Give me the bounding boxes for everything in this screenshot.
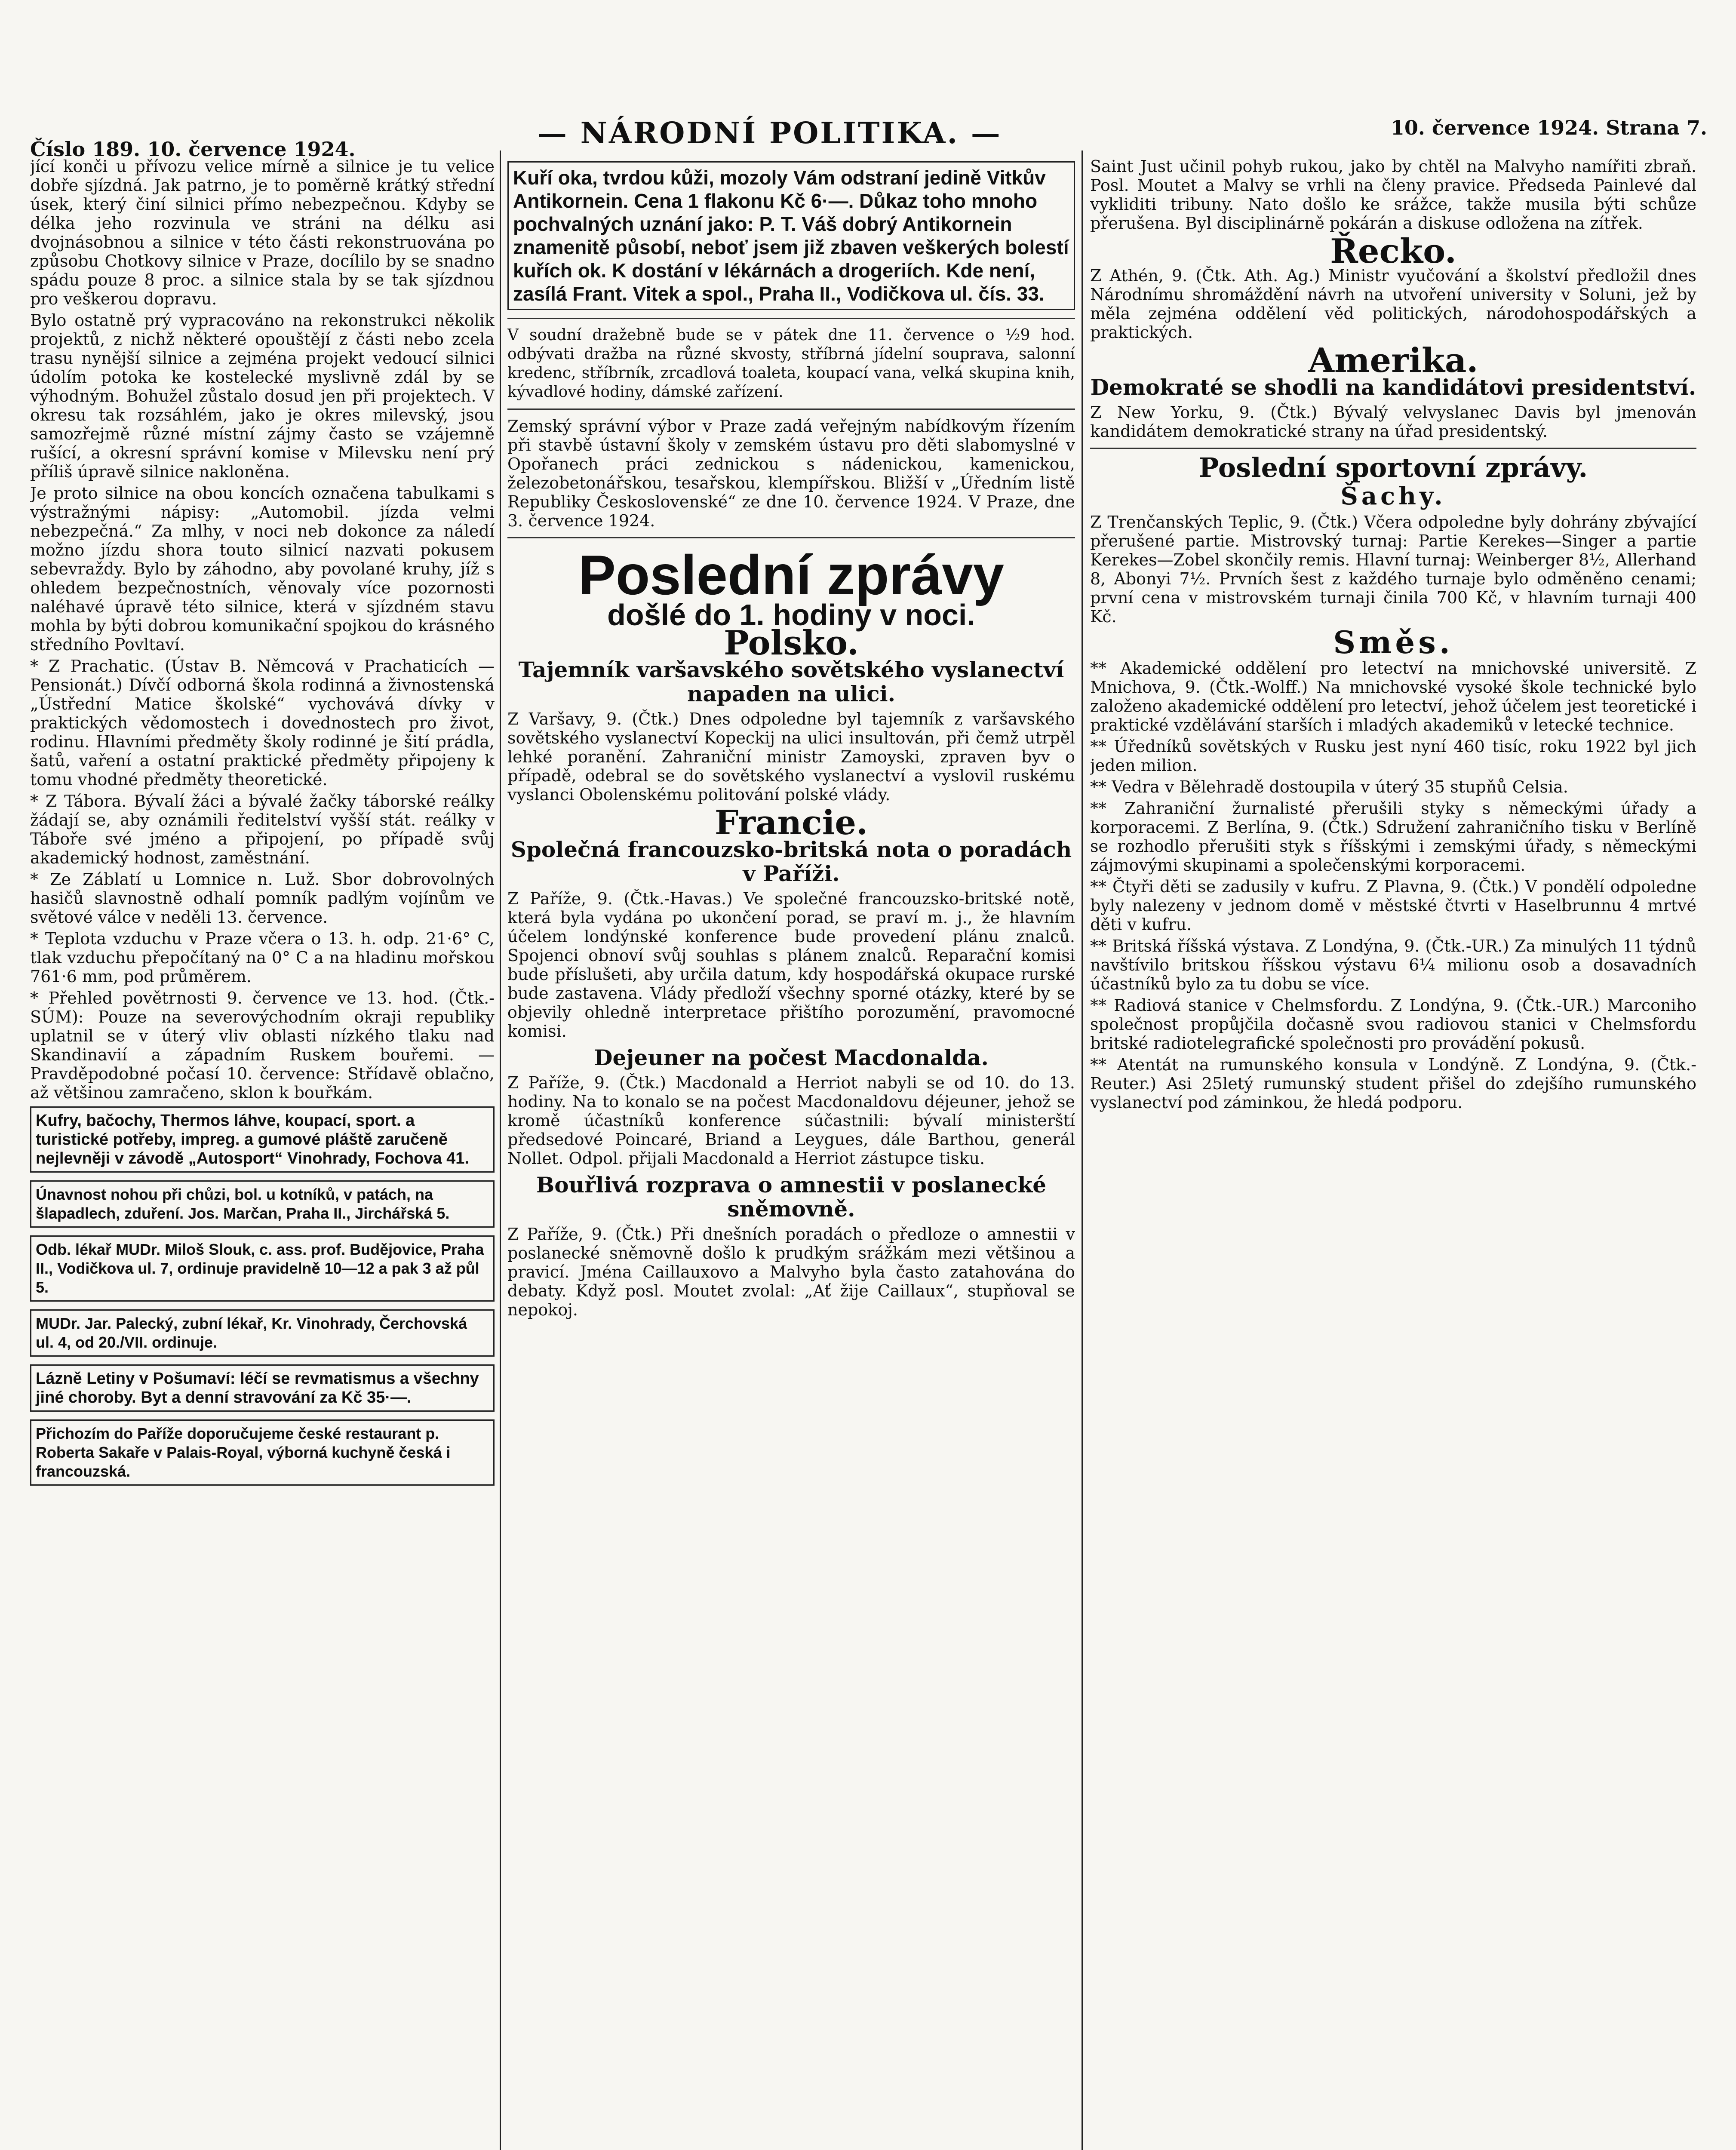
article-headline: Demokraté se shodli na kandidátovi presidentství. bbox=[1090, 375, 1696, 400]
latest-news-subheading: došlé do 1. hodiny v noci. bbox=[607, 598, 975, 632]
article-headline: Dejeuner na počest Macdonalda. bbox=[594, 1045, 989, 1070]
article-paragraph: * Teplota vzduchu v Praze včera o 13. h. odp. 21·6° C, tlak vzduchu přepočítaný na 0° C a na hladinu mořskou 761·6 mm, pod průměrem. bbox=[30, 929, 495, 986]
column-rule bbox=[500, 150, 501, 2150]
column-right bbox=[1090, 157, 1696, 2150]
news-item: ** Radiová stanice v Chelmsfordu. Z Londýna, 9. (Čtk.-UR.) Marconiho společnost propůjčila dočasně svou radiovou stanici v Chelmsfordu britské radiotelegrafické společnosti pro provádění pokusů. bbox=[1090, 996, 1696, 1053]
article-paragraph: Z Varšavy, 9. (Čtk.) Dnes odpoledne byl tajemník z varšavského sovětského vyslanectví Kopeckij na ulici insultován, při čemž utrpěl lehké poranění. Zahraniční ministr Zamoyski, zpraven byv o případě, odebral se do sovětského vyslanectví a vyslovil ruskému vyslanci Obolenskému politování polské vlády. bbox=[507, 710, 1075, 804]
article-paragraph: Z Athén, 9. (Čtk. Ath. Ag.) Ministr vyučování a školství předložil dnes Národnímu shromáždění návrh na utvoření university v Soluni, jež by měla zejména oddělení věd politických, národohospodářských a praktických. bbox=[1090, 266, 1696, 342]
article-paragraph: Saint Just učinil pohyb rukou, jako by chtěl na Malvyho namířiti zbraň. Posl. Moutet a Malvy se vrhli na členy pravice. Předseda Painlevé dal vykliditi tribuny. Nato došlo ke srážce, takže musila býti schůze přerušena. Byl disciplinárně pokárán a diskuse odložena na zítřek. bbox=[1090, 157, 1696, 233]
column-rule bbox=[1082, 150, 1083, 2150]
news-item: ** Úředníků sovětských v Rusku jest nyní 460 tisíc, roku 1922 byl jich jeden milion. bbox=[1090, 737, 1696, 775]
article-paragraph: Je proto silnice na obou koncích označena tabulkami s výstražnými nápisy: „Automobil. jízda velmi nebezpečná.“ Za mlhy, v noci neb dokonce za náledí možno jízdu shora touto silnicí nazvati pokusem sebevraždy. Bylo by záhodno, aby povolané kruhy, jíž s ohledem bezpečnostních, věnovaly více pozornosti naléhavé úpravě této silnice, která v sjízdném stavu mohla by býti dobrou komunikační spojkou do krásného středního Povltaví. bbox=[30, 484, 495, 654]
advertisement: Lázně Letiny v Pošumaví: léčí se revmatismus a všechny jiné choroby. Byt a denní stravování za Kč 35·—. bbox=[30, 1364, 495, 1412]
advertisement: Kufry, bačochy, Thermos láhve, koupací, sport. a turistické potřeby, impreg. a gumové pláště zaručeně nejlevněji v závodě „Autosport“ Vinohrady, Fochova 41. bbox=[30, 1106, 495, 1173]
article-headline: Tajemník varšavského sovětského vyslanectví napaden na ulici. bbox=[518, 657, 1064, 706]
miscellany-heading: Směs. bbox=[1333, 624, 1453, 660]
article-paragraph: Z New Yorku, 9. (Čtk.) Bývalý velvyslanec Davis byl jmenován kandidátem demokratické strany na úřad presidentský. bbox=[1090, 403, 1696, 441]
divider bbox=[1090, 448, 1696, 449]
article-paragraph: * Přehled povětrnosti 9. července ve 13. hod. (Čtk.-SÚM): Pouze na severovýchodním okraji republiky uplatnil se v úterý vliv oblasti nízkého tlaku nad Skandinavií a západním Ruskem bouřemi. — Pravděpodobné počasí 10. července: Střídavě oblačno, až většinou zamračeno, sklon k bouřkám. bbox=[30, 989, 495, 1102]
latest-news-heading: Poslední zprávy bbox=[578, 544, 1004, 606]
article-paragraph: * Z Prachatic. (Ústav B. Němcová v Prachaticích — Pensionát.) Dívčí odborná škola rodinná a živnostenská „Ústřední Matice školské“ vychovává dívky v praktických vědomostech i dovednostech pro život, rodinu. Hlavními předměty školy rodinné je šití prádla, šatů, vaření a ostatní praktické předměty připojeny k tomu vhodné předměty theoretické. bbox=[30, 657, 495, 789]
article-paragraph: Z Trenčanských Teplic, 9. (Čtk.) Včera odpoledne byly dohrány zbývající přerušené partie. Mistrovský turnaj: Partie Kerekes—Singer a partie Kerekes—Zobel skončily remis. Hlavní turnaj: Weinberger 8½, Allerhand 8, Abonyi 7½. Prvních šest z každého turnaje bylo odměněno cenami; první cena v mistrovském turnaji činila 700 Kč, v hlavním turnaji 400 Kč. bbox=[1090, 513, 1696, 626]
issue-number-date: Číslo 189. 10. července 1924. bbox=[30, 138, 356, 161]
news-item: ** Akademické oddělení pro letectví na mnichovské universitě. Z Mnichova, 9. (Čtk.-Wolff.) Na mnichovské vysoké škole technické bylo založeno akademické oddělení pro letectví, jehož účelem jest teoretické i praktické vzdělávání starších i mladých akademiků v letecké technice. bbox=[1090, 659, 1696, 734]
article-paragraph: Bylo ostatně prý vypracováno na rekonstrukci několik projektů, z nichž některé opouštějí z části nebo zcela trasu nynější silnice a zejména projekt vedoucí silnici údolím potoka ke kostelecké myslivně zdál by se výhodným. Bohužel zůstalo dosud jen při projektech. V okresu tak rozsáhlém, jako je okres milevský, jsou samozřejmě různé místní zájmy často se vzájemně rušící, a okresní správní komise v Milevsku není prý příliš úpravě silnice nakloněna. bbox=[30, 311, 495, 481]
news-item: ** Britská říšská výstava. Z Londýna, 9. (Čtk.-UR.) Za minulých 11 týdnů navštívilo britskou říšskou výstavu 6¼ milionu osob a dosavadních účastníků bylo za tu dobu se více. bbox=[1090, 937, 1696, 993]
section-country: Polsko. bbox=[724, 624, 859, 663]
article-headline: Společná francouzsko-britská nota o poradách v Paříži. bbox=[510, 837, 1072, 886]
column-left bbox=[30, 157, 495, 2150]
news-item: ** Vedra v Bělehradě dostoupila v úterý 35 stupňů Celsia. bbox=[1090, 777, 1568, 796]
article-paragraph: Z Paříže, 9. (Čtk.) Při dnešních poradách o předloze o amnestii v poslanecké sněmovně došlo k prudkým srážkám mezi většinou a pravicí. Jména Caillauxovo a Malvyho byla často zatahována do debaty. Když posl. Moutet zvolal: „Ať žije Caillaux“, stupňoval se nepokoj. bbox=[507, 1225, 1075, 1319]
news-item: ** Atentát na rumunského konsula v Londýně. Z Londýna, 9. (Čtk.-Reuter.) Asi 25letý rumunský student přišel do zdejšího rumunského vyslanectví pod záminkou, že hledá podporu. bbox=[1090, 1055, 1696, 1112]
divider bbox=[507, 318, 1075, 319]
divider bbox=[507, 408, 1075, 410]
article-headline: Bouřlivá rozprava o amnestii v poslanecké sněmovně. bbox=[536, 1172, 1047, 1222]
news-item: ** Zahraniční žurnalisté přerušili styky s německými úřady a korporacemi. Z Berlína, 9. (Čtk.) Sdružení zahraničního tisku v Berlíně se rozhodlo přerušiti styk s říšskými i zemskými úřady, s německými zájmovými skupinami a společenskými korporacemi. bbox=[1090, 799, 1696, 875]
advertisement: MUDr. Jar. Palecký, zubní lékař, Kr. Vinohrady, Čerchovská ul. 4, od 20./VII. ordinuje. bbox=[30, 1309, 495, 1357]
advertisement: Únavnost nohou při chůzi, bol. u kotníků, v patách, na šlapadlech, zduření. Jos. Marčan, Praha II., Jirchářská 5. bbox=[30, 1180, 495, 1228]
article-paragraph: jící konči u přívozu velice mírně a silnice je tu velice dobře sjízdná. Jak patrno, je to poměrně krátký střední úsek, který činí silnici přímo nebezpečnou. Kdyby se délka jeho rozvinula ve stráni na délku asi dvojnásobnou a silnice v této části rekonstruována po způsobu Chotkovy silnice v Praze, docílilo by se snadno spádu pouze 8 proc. a silnice stala by se tak sjízdnou pro veškerou dopravu. bbox=[30, 157, 495, 308]
divider bbox=[507, 537, 1075, 538]
date-page-number: 10. července 1924. Strana 7. bbox=[1390, 116, 1707, 139]
column-middle bbox=[507, 157, 1075, 2150]
news-item: ** Čtyři děti se zadusily v kufru. Z Plavna, 9. (Čtk.) V pondělí odpoledne byly nalezeny v jednom domě v městské čtvrti v Haselbrunnu 4 mrtvé děti v kufru. bbox=[1090, 877, 1696, 934]
newspaper-title: — NÁRODNÍ POLITIKA. — bbox=[538, 116, 1002, 150]
section-country: Francie. bbox=[714, 803, 868, 842]
chess-heading: Šachy. bbox=[1340, 482, 1446, 510]
official-notice: Zemský správní výbor v Praze zadá veřejným nabídkovým řízením při stavbě ústavní školy v zemském ústavu pro děti slabomyslné v Opořanech práci zednickou s nádenickou, kamenickou, železobetonářskou, tesařskou, klempířskou. Bližší v „Úředním listě Republiky Československé“ ze dne 10. července 1924. V Praze, dne 3. července 1924. bbox=[507, 417, 1075, 530]
article-paragraph: * Z Tábora. Bývalí žáci a bývalé žačky táborské reálky žádají se, aby oznámili ředitelství vyšší stát. reálky v Táboře své jméno a připojení, po případě svůj akademický hodnost, zaměstnání. bbox=[30, 792, 495, 867]
article-paragraph: Z Paříže, 9. (Čtk.) Macdonald a Herriot nabyli se od 10. do 13. hodiny. Na to konalo se na počest Macdonaldovu déjeuner, jehož se kromě účastníků konference súčastnili: bývalí ministerští předsedové Poincaré, Briand a Leygues, dále Barthou, generál Nollet. Odpol. přijali Macdonald a Herriot zástupce tisku. bbox=[507, 1073, 1075, 1168]
auction-notice: V soudní dražebně bude se v pátek dne 11. července o ½9 hod. odbývati dražba na různé skvosty, stříbrná jídelní souprava, salonní kredenc, stříbrník, zrcadlová toaleta, koupací vana, velká skupina knih, kývadlové hodiny, dámské zařízení. bbox=[507, 326, 1075, 401]
sports-news-heading: Poslední sportovní zprávy. bbox=[1198, 452, 1588, 483]
section-country: Amerika. bbox=[1308, 341, 1478, 380]
advertisement-antikornein: Kuří oka, tvrdou kůži, mozoly Vám odstraní jedině Vitkův Antikornein. Cena 1 flakonu Kč 6·—. Důkaz toho mnoho pochvalných uznání jako: P. T. Váš dobrý Antikornein znamenitě působí, neboť jsem již zbaven veškerých bolestí kuřích ok. K dostání v lékárnách a drogeriích. Kde není, zasílá Frant. Vitek a spol., Praha II., Vodičkova ul. čís. 33. bbox=[507, 161, 1075, 310]
advertisement: Odb. lékař MUDr. Miloš Slouk, c. ass. prof. Budějovice, Praha II., Vodičkova ul. 7, ordinuje pravidelně 10—12 a pak 3 až půl 5. bbox=[30, 1235, 495, 1302]
advertisement: Přichozím do Paříže doporučujeme české restaurant p. Roberta Sakaře v Palais-Royal, výborná kuchyně česká i francouzská. bbox=[30, 1419, 495, 1486]
article-paragraph: * Ze Záblatí u Lomnice n. Luž. Sbor dobrovolných hasičů slavnostně odhalí pomník padlým vojínům ve světové válce v neděli 13. července. bbox=[30, 870, 495, 927]
article-paragraph: Z Paříže, 9. (Čtk.-Havas.) Ve společné francouzsko-britské notě, která byla vydána po ukončení porad, se praví m. j., že hlavním účelem londýnské konference bude provedení plánu znalců. Spojenci obnoví svůj souhlas s plánem znalců. Reparační komisi bude příslušeti, aby určila datum, kdy hospodářská okupace rurské bude zastavena. Vlády předloží všechny sporné otázky, které by se objevily ohledně interpretace přištího porozumění, pravomocné komisi. bbox=[507, 889, 1075, 1041]
section-country: Řecko. bbox=[1330, 232, 1456, 271]
